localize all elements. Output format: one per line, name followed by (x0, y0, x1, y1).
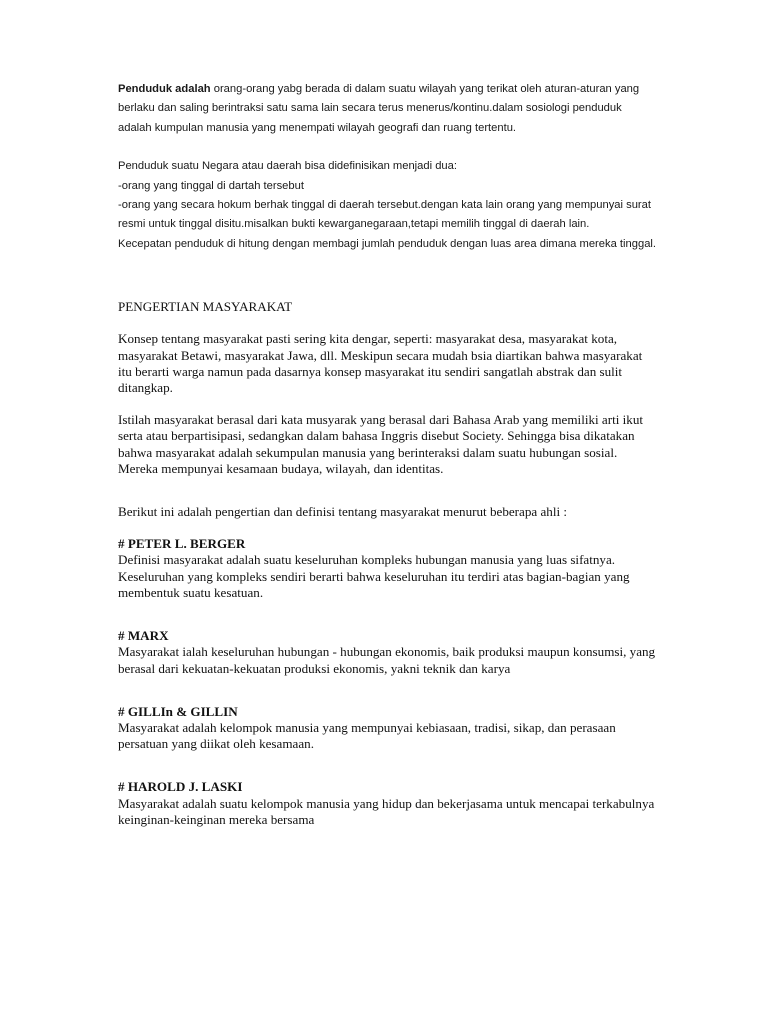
expert-block (118, 779, 658, 828)
expert-name: # HAROLD J. LASKI (118, 779, 243, 795)
expert-name: # GILLIn & GILLIN (118, 703, 238, 719)
expert-definition: Masyarakat adalah suatu kelompok manusia yang hidup dan bekerjasama untuk mencapai terkabulnya keinginan-keinginan mereka bersama (118, 795, 655, 827)
intro-term: Penduduk adalah (118, 83, 211, 95)
expert-definition: Masyarakat ialah keseluruhan hubungan - hubungan ekonomis, baik produksi maupun konsumsi, yang berasal dari kekuatan-kekuatan produksi ekonomis, yakni teknik dan karya (118, 644, 656, 676)
expert-block (118, 536, 658, 601)
document-page (118, 80, 658, 828)
definitions-item-2: -orang yang secara hokum berhak tinggal di daerah tersebut.dengan kata lain orang yang mempunyai surat resmi untuk tinggal disitu.misalkan bukti kewarganegaraan,tetapi memilih tinggal di daerah lain. (118, 199, 651, 231)
expert-name: # PETER L. BERGER (118, 536, 246, 552)
expert-definition: Masyarakat adalah kelompok manusia yang mempunyai kebiasaan, tradisi, sikap, dan perasaan persatuan yang diikat oleh kesamaan. (118, 719, 616, 752)
section-paragraph-1: Konsep tentang masyarakat pasti sering kita dengar, seperti: masyarakat desa, masyarakat kota, masyarakat Betawi, masyarakat Jawa, dll. Meskipun secara mudah bsia diartikan bahwa masyarakat itu berarti warga namun pada dasarnya konsep masyarakat itu sendiri sangatlah abstrak dan sulit ditangkap. (118, 331, 643, 396)
definitions-lead: Penduduk suatu Negara atau daerah bisa didefinisikan menjadi dua: (118, 160, 457, 173)
expert-block (118, 704, 658, 753)
section-paragraph-2: Istilah masyarakat berasal dari kata musyarak yang berasal dari Bahasa Arab yang memiliki arti ikut serta atau berpartisipasi, sedangkan dalam bahasa Inggris disebut Society. Sehingga bisa dikatakan bahwa masyarakat adalah sekumpulan manusia yang berinteraksi dalam suatu hubungan sosial. Mereka mempunyai kesamaan budaya, wilayah, dan identitas. (118, 412, 644, 476)
section-paragraph-3: Berikut ini adalah pengertian dan definisi tentang masyarakat menurut beberapa ahli : (118, 504, 568, 520)
expert-name: # MARX (118, 628, 169, 644)
expert-definition: Definisi masyarakat adalah suatu keseluruhan kompleks hubungan manusia yang luas sifatnya. Keseluruhan yang kompleks sendiri berarti bahwa keseluruhan itu terdiri atas bagian-bagian yang membentuk suatu kesatuan. (118, 552, 630, 600)
intro-paragraph (118, 80, 658, 138)
definitions-block (118, 157, 658, 254)
definitions-item-1: -orang yang tinggal di dartah tersebut (118, 179, 304, 192)
density-note: Kecepatan penduduk di hitung dengan membagi jumlah penduduk dengan luas area dimana mereka tinggal. (118, 237, 657, 250)
section-heading: PENGERTIAN MASYARAKAT (118, 299, 293, 315)
intro-definition: orang-orang yabg berada di dalam suatu wilayah yang terikat oleh aturan-aturan yang berlaku dan saling berintraksi satu sama lain secara terus menerus/kontinu.dalam sosiologi penduduk adalah kumpulan manusia yang menempati wilayah geografi dan ruang tertentu. (118, 83, 640, 134)
expert-block (118, 628, 658, 677)
